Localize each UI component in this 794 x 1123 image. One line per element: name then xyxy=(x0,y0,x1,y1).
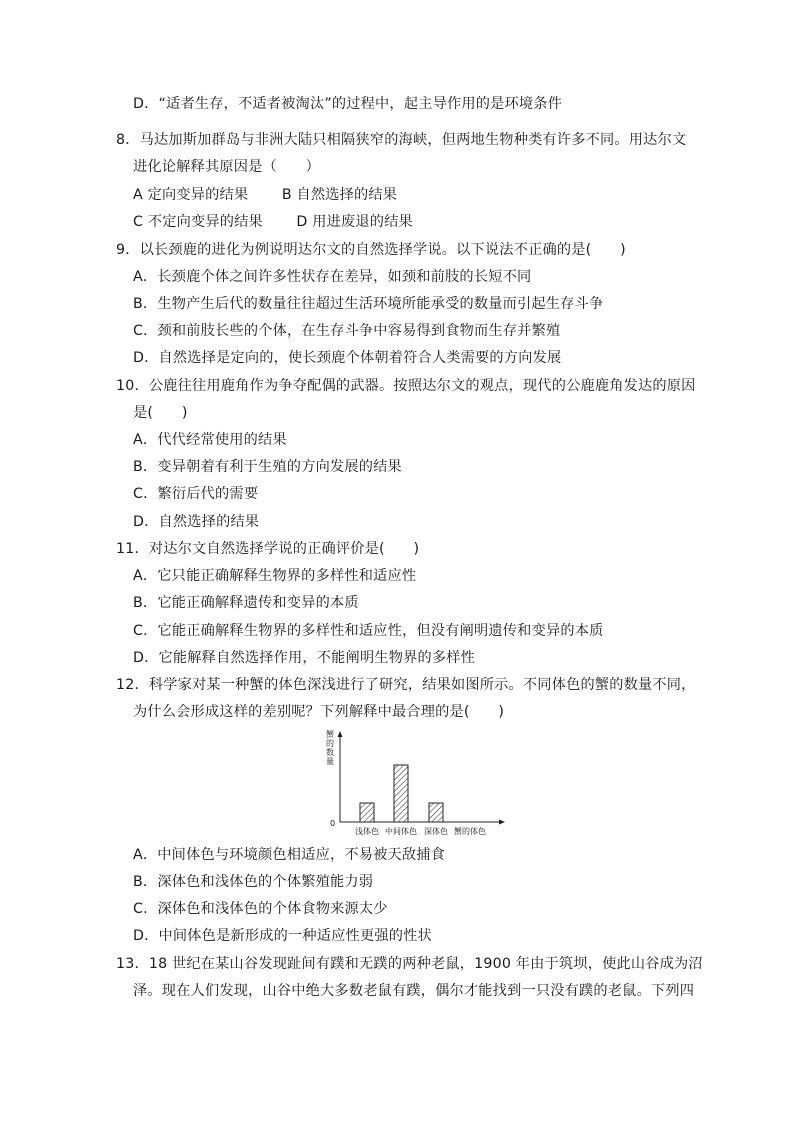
question-13-stem-cont: 泽。现在人们发现，山谷中绝大多数老鼠有蹼，偶尔才能找到一只没有蹼的老鼠。下列四 xyxy=(133,983,695,999)
y-axis-label-4: 量 xyxy=(326,757,334,766)
bar-0 xyxy=(360,803,374,822)
question-12-option-a: A．中间体色与环境颜色相适应，不易被天敌捕食 xyxy=(133,847,446,863)
question-12-stem: 12．科学家对某一种蟹的体色深浅进行了研究，结果如图所示。不同体色的蟹的数量不同， xyxy=(116,677,696,693)
question-11-option-a: A．它只能正确解释生物界的多样性和适应性 xyxy=(133,568,417,584)
question-12-option-d: D．中间体色是新形成的一种适应性更强的性状 xyxy=(133,928,432,944)
y-axis-label-3: 数 xyxy=(326,748,334,757)
category-label-0: 浅体色 xyxy=(355,827,379,836)
option-7d: D．“适者生存，不适者被淘汰”的过程中，起主导作用的是环境条件 xyxy=(133,96,563,112)
question-11-stem: 11．对达尔文自然选择学说的正确评价是( ) xyxy=(116,541,420,557)
bar-2 xyxy=(429,803,443,822)
question-8-options-ab: A 定向变异的结果 B 自然选择的结果 xyxy=(133,187,398,203)
x-axis-arrow xyxy=(499,820,505,825)
question-11-option-d: D．它能解释自然选择作用，不能阐明生物界的多样性 xyxy=(133,650,476,666)
x-axis-label: 蟹的体色 xyxy=(454,827,486,836)
y-axis-label-2: 的 xyxy=(326,739,334,748)
question-11-option-b: B．它能正确解释遗传和变异的本质 xyxy=(133,595,359,611)
question-12-stem-cont: 为什么会形成这样的差别呢？下列解释中最合理的是( ) xyxy=(133,704,505,720)
question-13-stem: 13．18 世纪在某山谷发现趾间有蹼和无蹼的两种老鼠，1900 年由于筑坝，使此山谷成为沼 xyxy=(116,956,703,972)
y-axis-arrow xyxy=(338,731,343,737)
question-9-stem: 9．以长颈鹿的进化为例说明达尔文的自然选择学说。以下说法不正确的是( ) xyxy=(116,242,626,258)
bar-1 xyxy=(394,765,408,822)
question-10-option-a: A．代代经常使用的结果 xyxy=(133,432,287,448)
question-8-stem-cont: 进化论解释其原因是（ ） xyxy=(133,159,321,175)
category-label-2: 深体色 xyxy=(424,827,448,836)
question-9-option-b: B．生物产生后代的数量往往超过生活环境所能承受的数量而引起生存斗争 xyxy=(133,296,604,312)
category-label-1: 中间体色 xyxy=(385,827,417,836)
question-12-option-b: B．深体色和浅体色的个体繁殖能力弱 xyxy=(133,874,374,890)
question-10-stem-cont: 是( ) xyxy=(133,405,188,421)
question-9-option-c: C．颈和前肢长些的个体，在生存斗争中容易得到食物而生存并繁殖 xyxy=(133,323,561,339)
question-9-option-a: A．长颈鹿个体之间许多性状存在差异，如颈和前肢的长短不同 xyxy=(133,269,532,285)
origin-label: 0 xyxy=(330,819,336,828)
question-8-stem: 8．马达加斯加群岛与非洲大陆只相隔狭窄的海峡，但两地生物种类有许多不同。用达尔文 xyxy=(116,132,687,148)
y-axis-label-1: 蟹 xyxy=(326,730,334,739)
question-8-options-cd: C 不定向变异的结果 D 用进废退的结果 xyxy=(133,214,413,230)
question-12-option-c: C．深体色和浅体色的个体食物来源太少 xyxy=(133,901,388,917)
bars-group xyxy=(355,765,448,836)
question-11-option-c: C．它能正确解释生物界的多样性和适应性，但没有阐明遗传和变异的本质 xyxy=(133,623,604,639)
question-10-option-d: D．自然选择的结果 xyxy=(133,514,260,530)
question-10-stem: 10．公鹿往往用鹿角作为争夺配偶的武器。按照达尔文的观点，现代的公鹿鹿角发达的原因 xyxy=(116,378,696,394)
question-9-option-d: D．自然选择是定向的，使长颈鹿个体朝着符合人类需要的方向发展 xyxy=(133,350,562,366)
crab-color-bar-chart xyxy=(318,726,508,838)
question-10-option-c: C．繁衍后代的需要 xyxy=(133,486,259,502)
question-10-option-b: B．变异朝着有利于生殖的方向发展的结果 xyxy=(133,459,402,475)
